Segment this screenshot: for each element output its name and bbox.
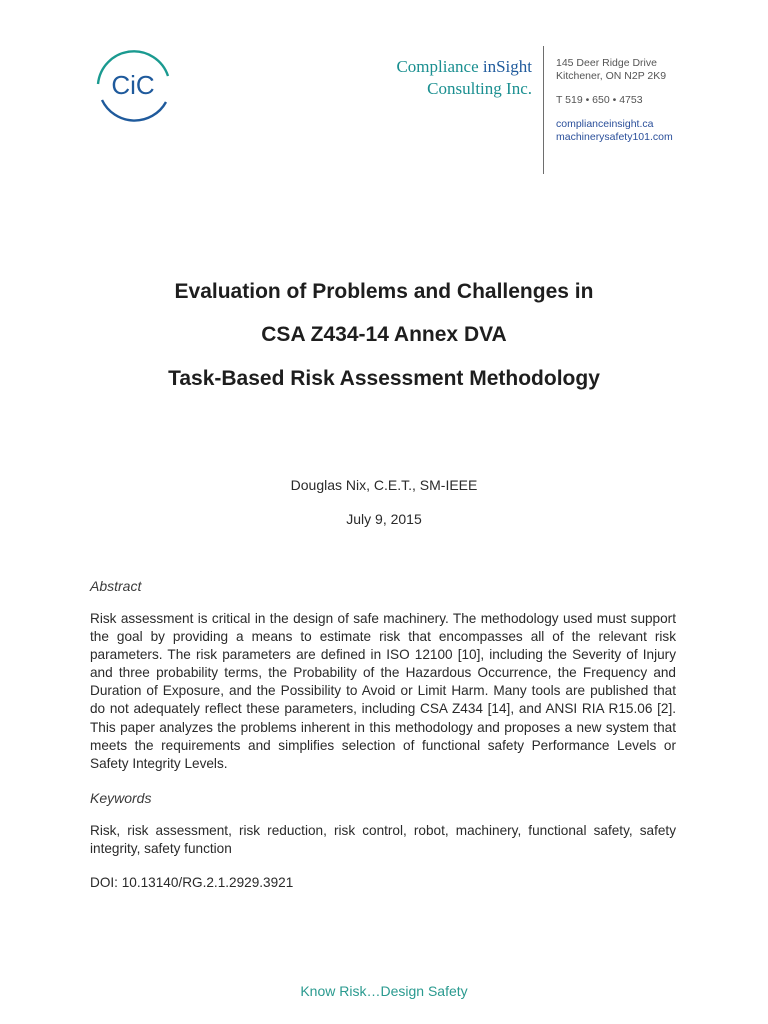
- keywords-text: Risk, risk assessment, risk reduction, risk control, robot, machinery, functional safety, safety integrity, safety function: [90, 823, 676, 857]
- abstract-text: Risk assessment is critical in the design of safe machinery. The methodology used must support the goal by providing a means to estimate risk that encompasses all of the relevant risk parameters. The risk parameters are defined in ISO 12100 [10], including the Severity of Injury and three probability terms, the Probability of the Hazardous Occurrence, the Frequency and Duration of Exposure, and the Possibility to Avoid or Limit Harm. Many tools are published that do not adequately reflect these parameters, including CSA Z434 [14], and ANSI RIA R15.06 [2]. This paper analyzes the problems inherent in this methodology and proposes a new system that meets the requirements and simplifies selection of functional safety Performance Levels or Safety Integrity Levels.: [90, 611, 676, 771]
- logo-text: CiC: [111, 70, 155, 100]
- phone-number: T 519 • 650 • 4753: [556, 94, 643, 106]
- address-line1: 145 Deer Ridge Drive: [556, 57, 657, 69]
- keywords-heading: Keywords: [90, 790, 152, 806]
- company-name-line1: [360, 56, 532, 78]
- abstract-heading: Abstract: [90, 578, 142, 594]
- company-name-line2: Consulting Inc.: [427, 79, 532, 98]
- company-logo: [88, 44, 178, 128]
- contact-block: [556, 57, 673, 144]
- document-title-line3: Task-Based Risk Assessment Methodology: [168, 367, 600, 390]
- letterhead-divider: [543, 46, 544, 174]
- doi: DOI: 10.13140/RG.2.1.2929.3921: [90, 875, 294, 890]
- cic-logo-icon: [88, 44, 178, 128]
- footer-tagline: Know Risk…Design Safety: [300, 983, 468, 999]
- website-link-1[interactable]: complianceinsight.ca: [556, 118, 654, 130]
- website-link-2[interactable]: machinerysafety101.com: [556, 131, 673, 143]
- document-title-line2: CSA Z434-14 Annex DVA: [261, 323, 507, 346]
- address-line2: Kitchener, ON N2P 2K9: [556, 70, 667, 82]
- company-name: [360, 56, 532, 100]
- author: Douglas Nix, C.E.T., SM-IEEE: [290, 477, 478, 493]
- company-name-prefix: Compliance: [396, 57, 483, 76]
- company-name-highlight: inSight: [482, 57, 532, 76]
- publication-date: July 9, 2015: [346, 511, 422, 527]
- document-title-line1: Evaluation of Problems and Challenges in: [174, 280, 594, 303]
